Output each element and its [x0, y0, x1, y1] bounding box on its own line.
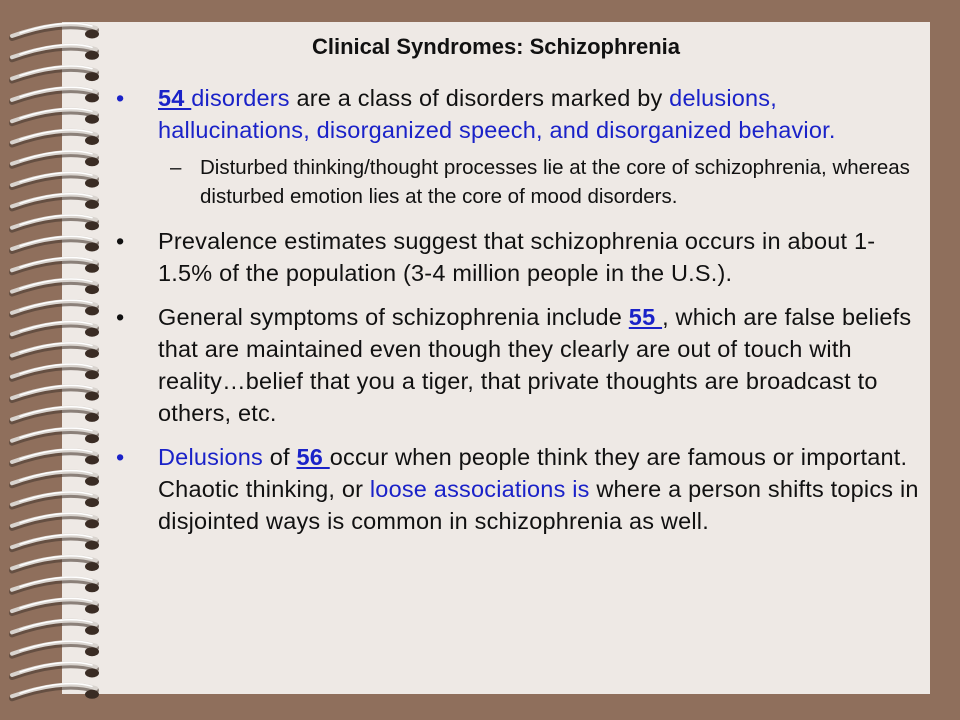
bullet-4-text-c: occur when people think they are famous or important. Chaotic thinking, or	[158, 444, 908, 502]
dash-glyph: –	[170, 156, 182, 179]
bullet-item-2	[116, 225, 926, 289]
blank-56: 56	[296, 444, 330, 470]
spiral-ring-icon	[12, 322, 99, 337]
spiral-ring-icon	[12, 215, 99, 230]
spiral-ring-icon	[12, 684, 99, 699]
spiral-ring-icon	[12, 66, 99, 81]
bullet-item-3	[116, 301, 926, 429]
spiral-ring-icon	[12, 300, 99, 315]
slide-body	[116, 82, 926, 549]
bullet-3-text-a: General symptoms of schizophrenia include	[158, 304, 629, 330]
spiral-ring-icon	[12, 662, 99, 677]
spiral-binding-icon	[0, 0, 130, 720]
spiral-ring-icon	[12, 598, 99, 613]
spiral-ring-icon	[12, 641, 99, 656]
bullet-1-text-a: disorders	[191, 85, 290, 111]
bullet-glyph: •	[116, 304, 125, 330]
spiral-ring-icon	[12, 577, 99, 592]
spiral-ring-icon	[12, 258, 99, 273]
blank-54: 54	[158, 85, 192, 111]
bullet-glyph: •	[116, 85, 125, 111]
spiral-ring-icon	[12, 620, 99, 635]
spiral-ring-icon	[12, 130, 99, 145]
spiral-ring-icon	[12, 471, 99, 486]
spiral-ring-icon	[12, 109, 99, 124]
spiral-ring-icon	[12, 87, 99, 102]
spiral-ring-icon	[12, 407, 99, 422]
slide-title: Clinical Syndromes: Schizophrenia	[312, 34, 680, 59]
spiral-ring-icon	[12, 364, 99, 379]
bullet-4-text-e: where a person shifts topics in disjointed ways is common in schizophrenia as well.	[158, 476, 919, 534]
bullet-4-text-d: loose associations is	[369, 476, 590, 502]
bullet-glyph: •	[116, 444, 125, 470]
spiral-ring-icon	[12, 492, 99, 507]
spiral-ring-icon	[12, 343, 99, 358]
bullet-item-4	[116, 441, 926, 537]
bullet-item-1	[116, 82, 926, 146]
bullet-4-text-a: Delusions	[158, 444, 263, 470]
blank-55: 55	[628, 304, 663, 330]
sub-item-1-text: Disturbed thinking/thought processes lie at the core of schizophrenia, whereas disturbed emotion lies at the core of mood disorders.	[200, 156, 910, 208]
sub-item-1	[116, 154, 926, 211]
spiral-ring-icon	[12, 556, 99, 571]
spiral-ring-icon	[12, 449, 99, 464]
spiral-ring-icon	[12, 535, 99, 550]
bullet-2-text: Prevalence estimates suggest that schizophrenia occurs in about 1-1.5% of the population (3-4 million people in the U.S.).	[158, 228, 876, 286]
spiral-ring-icon	[12, 172, 99, 187]
spiral-ring-icon	[12, 428, 99, 443]
spiral-ring-icon	[12, 279, 99, 294]
bullet-4-text-b: of	[263, 444, 297, 470]
spiral-ring-icon	[12, 194, 99, 209]
spiral-ring-icon	[12, 236, 99, 251]
spiral-ring-icon	[12, 151, 99, 166]
bullet-3-text-b: , which are false beliefs that are maintained even though they clearly are out of touch with reality…belief that you a tiger, that private thoughts are broadcast to others, etc.	[158, 304, 912, 426]
spiral-ring-icon	[12, 385, 99, 400]
spiral-ring-icon	[12, 513, 99, 528]
bullet-1-text-c: delusions, hallucinations, disorganized speech, and disorganized behavior.	[158, 85, 836, 143]
bullet-1-text-b: are a class of disorders marked by	[289, 85, 670, 111]
bullet-glyph: •	[116, 228, 125, 254]
